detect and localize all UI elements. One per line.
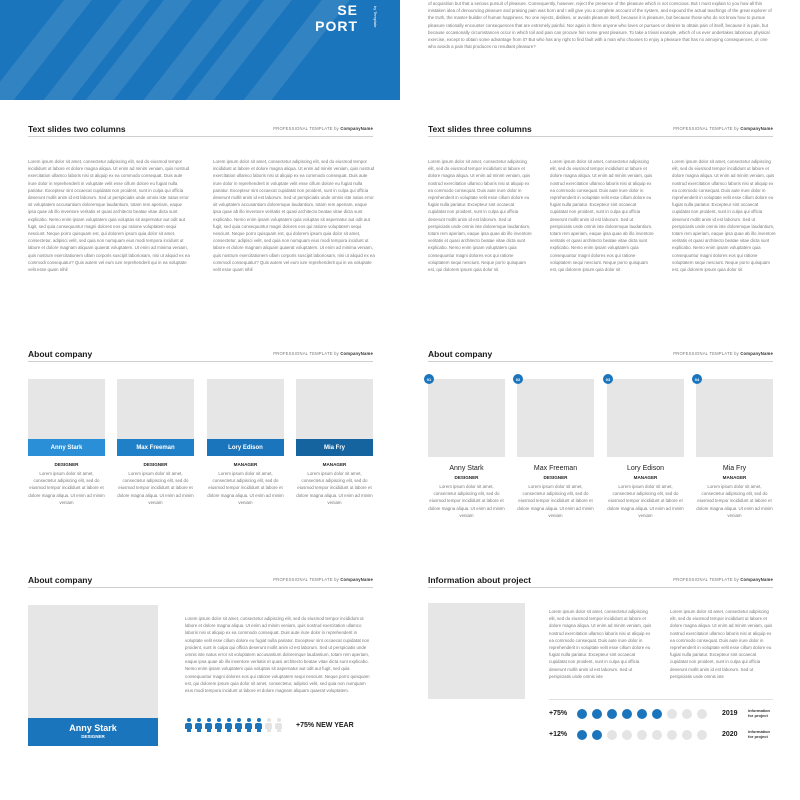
team-description: Lorem ipsum dolor sit amet, consectetur adipiscing elit, sed do eiusmod tempor incididunt ut labore et dolore magna aliqua. Ut enim ad minim veniam [28,471,105,505]
text-column-1: Lorem ipsum dolor sit amet, consectetur adipiscing elit, sed do eiusmod tempor incididunt ut labore et dolore magna aliqua. Ut enim ad minim veniam, quis nostrud exercitation ullamco laboris nisi ut aliquip ex ea commodo consequat. Duis aute irure dolor in reprehenderit in voluptate velit esse cillum dolore eu fugiat nulla pariatur. Excepteur sint occaecat cupidatat non proident, sunt in culpa qui officia deserunt mollit anim id est laborum. Sed ut perspiciatis unde omnis iste natus error sit voluptatem accusantium doloremque laudantium, totam rem aperiam, eaque ipsa quae ab illo inventore veritatis et quasi architecto beatae vitae dicta sunt explicabo. Nemo enim ipsam voluptatem quia voluptas sit aspernatur aut odit aut fugit, sed quia consequuntur magni dolores eos qui ratione voluptatem sequi nesciunt. Neque porro quisquam est, qui dolorem ipsum quia dolor sit amet, consectetur, adipisci velit, sed quia non numquam eius modi tempora incidunt ut labore et dolore magnam aliquam quaerat voluptatem. Ut enim ad minima veniam, quis nostrum exercitationem ullam corporis suscipit laboriosam, nisi ut aliquid ex ea commodi consequatur? Quis autem vel eum iure reprehenderit qui in ea voluptate velit esse quam nihil [28,159,190,273]
text-column-3: Lorem ipsum dolor sit amet, consectetur adipiscing elit, sed do eiusmod tempor incididunt ut labore et dolore magna aliqua. Ut enim ad minim veniam, quis nostrud exercitation ullamco laboris nisi ut aliquip ex ea commodo consequat. Duis aute irure dolor in reprehenderit in voluptate velit esse cillum dolore eu fugiat nulla pariatur. Excepteur sint occaecat cupidatat non proident, sunt in culpa qui officia deserunt mollit anim id est laborum. Sed ut perspiciatis unde omnis iste doloremque laudantium, totam rem aperiam, eaque ipsa quae ab illo inventore veritatis et quasi architecto beatae vitae dicta sunt explicabo. Nemo enim ipsam voluptatem quia consequuntur magni dolores eos qui ratione voluptatem sequi nesciunt. Neque porro quisquam est, qui dolorem ipsum quia dolor sit [672,159,776,273]
progress-dot [652,730,662,740]
slide-title: Text slides two columns [28,124,126,134]
team-photo [428,379,505,457]
team-description: Lorem ipsum dolor sit amet, consectetur adipiscing elit, sed do eiusmod tempor incididunt ut labore et dolore magna aliqua. Ut enim ad minim veniam [696,484,773,518]
team-description: Lorem ipsum dolor sit amet, consectetur adipiscing elit, sed do eiusmod tempor incididunt ut labore et dolore magna aliqua. Ut enim ad minim veniam [207,471,284,505]
slide-two-columns [28,124,373,294]
team-name-bar: Anny Stark [28,439,105,456]
team-photo [28,379,105,441]
person-icon [245,718,252,732]
team-name: Anny Stark [449,465,484,472]
template-tag: PROFESSIONAL TEMPLATE by CompanyName [673,126,773,131]
team-description: Lorem ipsum dolor sit amet, consectetur adipiscing elit, sed do eiusmod tempor incididunt ut labore et dolore magna aliqua. Ut enim ad minim veniam [517,484,594,518]
divider [28,361,373,362]
team-photo [517,379,594,457]
feature-photo [28,605,158,719]
project-text-column-1: Lorem ipsum dolor sit amet, consectetur adipiscing elit, sed do eiusmod tempor incididunt ut labore et dolore magna aliqua. Ut enim ad minim veniam, quis nostrud exercitation ullamco laboris nisi ut aliquip ex ea commodo consequat. Duis aute irure dolor in reprehenderit in voluptate velit esse cillum dolore eu fugiat nulla pariatur. Excepteur sint occaecat cupidatat non proident, sunt in culpa qui officia deserunt mollit anim id est laborum. Sed ut perspiciatis unde omnis iste [549,609,652,679]
slide-title: About company [428,349,493,359]
progress-dot [667,730,677,740]
divider [428,361,773,362]
project-year: 2020 [722,731,738,738]
progress-dot [682,709,692,719]
template-tag: PROFESSIONAL TEMPLATE by CompanyName [273,351,373,356]
team-description: Lorem ipsum dolor sit amet, consectetur adipiscing elit, sed do eiusmod tempor incididunt ut labore et dolore magna aliqua. Ut enim ad minim veniam [607,484,684,518]
person-icon [255,718,262,732]
progress-dot [637,730,647,740]
team-role: DESIGNER [454,475,479,480]
progress-dot [592,730,602,740]
team-role: MANAGER [322,462,347,467]
cover-banner [0,0,400,100]
number-badge: 01 [424,374,434,384]
person-icon [195,718,202,732]
team-photo [117,379,194,441]
number-badge: 03 [603,374,613,384]
team-role: MANAGER [722,475,747,480]
template-tag: PROFESSIONAL TEMPLATE by CompanyName [673,577,773,582]
person-icon [275,718,282,732]
person-icon [225,718,232,732]
person-icon [205,718,212,732]
team-role: DESIGNER [143,462,168,467]
person-icon [215,718,222,732]
team-name: Max Freeman [533,465,578,472]
progress-dot [577,730,587,740]
team-description: Lorem ipsum dolor sit amet, consectetur adipiscing elit, sed do eiusmod tempor incididunt ut labore et dolore magna aliqua. Ut enim ad minim veniam [296,471,373,505]
team-photo [296,379,373,441]
progress-dots [577,709,722,721]
template-tag: PROFESSIONAL TEMPLATE by CompanyName [273,577,373,582]
feature-name: Anny Stark [69,723,117,733]
progress-dot [607,730,617,740]
team-name: Lory Edison [627,465,664,472]
feature-description: Lorem ipsum dolor sit amet, consectetur adipiscing elit, sed do eiusmod tempor incididunt ut labore et dolore magna aliqua. Ut enim ad minim veniam, quis nostrud exercitation ullamco laboris nisi ut aliquip ex ea commodo consequat. Duis aute irure dolor in reprehenderit in voluptate velit esse cillum dolore eu fugiat nulla pariatur. Excepteur sint occaecat cupidatat non proident, sunt in culpa qui officia deserunt mollit anim id est laborum. Sed ut perspiciatis unde omnis iste natus error sit voluptatem accusantium doloremque laudantium, totam rem aperiam, eaque ipsa quae ab illo inventore veritatis et quasi architecto beatae vitae dicta sunt explicabo. Nemo enim ipsam voluptatem quia voluptas sit aspernatur aut odit aut fugit, sed quia consequuntur magni dolores eos qui ratione voluptatem sequi nesciunt. Neque porro quisquam est, qui dolorem ipsum quia dolor sit amet, consectetur, adipisci velit, sed quia non numquam eius modi tempora incidunt ut labore et dolore magnam aliquam quaerat voluptatem. [185,616,370,694]
text-column-2: Lorem ipsum dolor sit amet, consectetur adipiscing elit, sed do eiusmod tempor incididunt ut labore et dolore magna aliqua. Ut enim ad minim veniam, quis nostrud exercitation ullamco laboris nisi ut aliquip ex ea commodo consequat. Duis aute irure dolor in reprehenderit in voluptate velit esse cillum dolore eu fugiat nulla pariatur. Excepteur sint occaecat cupidatat non proident, sunt in culpa qui officia deserunt mollit anim id est laborum. Sed ut perspiciatis unde omnis iste doloremque laudantium, totam rem aperiam, eaque ipsa quae ab illo inventore veritatis et quasi architecto beatae vitae dicta sunt explicabo. Nemo enim ipsam voluptatem quia consequuntur magni dolores eos qui ratione voluptatem sequi nesciunt. Neque porro quisquam est, qui dolorem ipsum quia dolor sit [550,159,654,273]
divider [28,587,373,588]
team-role: MANAGER [633,475,658,480]
team-role: DESIGNER [543,475,568,480]
divider [428,587,773,588]
slide-project [428,575,773,755]
team-role: DESIGNER [54,462,79,467]
slide-three-columns [428,124,776,294]
cover-title: SE PORT [315,2,358,34]
team-description: Lorem ipsum dolor sit amet, consectetur adipiscing elit, sed do eiusmod tempor incididunt ut labore et dolore magna aliqua. Ut enim ad minim veniam [428,484,505,518]
people-icon-row [185,718,295,734]
team-name-bar: Mia Fry [296,439,373,456]
divider [549,699,773,700]
project-year-note: information for project [748,708,770,718]
number-badge: 04 [692,374,702,384]
template-tag: PROFESSIONAL TEMPLATE by CompanyName [273,126,373,131]
progress-dot [697,709,707,719]
progress-dot [652,709,662,719]
progress-dots [577,730,722,742]
team-photo [207,379,284,441]
team-name: Mia Fry [722,465,747,472]
cover-subtitle: by Template [373,6,378,28]
divider [28,136,373,137]
number-badge: 02 [513,374,523,384]
slide-about-team [28,349,373,529]
slide-about-numbered [428,349,773,529]
team-name-bar: Lory Edison [207,439,284,456]
text-column-2: Lorem ipsum dolor sit amet, consectetur adipiscing elit, sed do eiusmod tempor incididunt ut labore et dolore magna aliqua. Ut enim ad minim veniam, quis nostrud exercitation ullamco laboris nisi ut aliquip ex ea commodo consequat. Duis aute irure dolor in reprehenderit in voluptate velit esse cillum dolore eu fugiat nulla pariatur. Excepteur sint occaecat cupidatat non proident, sunt in culpa qui officia deserunt mollit anim id est laborum. Sed ut perspiciatis unde omnis iste natus error sit voluptatem accusantium doloremque laudantium, totam rem aperiam, eaque ipsa quae ab illo inventore veritatis et quasi architecto beatae vitae dicta sunt explicabo. Nemo enim ipsam voluptatem quia voluptas sit aspernatur aut odit aut fugit, sed quia consequuntur magni dolores eos qui ratione voluptatem sequi nesciunt. Neque porro quisquam est, qui dolorem ipsum quia dolor sit amet, consectetur, adipisci velit, sed quia non numquam eius modi tempora incidunt ut labore et dolore magnam aliquam quaerat voluptatem. Ut enim ad minima veniam, quis nostrum exercitationem ullam corporis suscipit laboriosam, nisi ut aliquid ex ea commodi consequatur? Quis autem vel eum iure reprehenderit qui in ea voluptate velit esse quam nihil [213,159,375,273]
person-icon [185,718,192,732]
team-description: Lorem ipsum dolor sit amet, consectetur adipiscing elit, sed do eiusmod tempor incididunt ut labore et dolore magna aliqua. Ut enim ad minim veniam [117,471,194,505]
progress-dot [667,709,677,719]
slide-title: Text slides three columns [428,124,532,134]
progress-dot [637,709,647,719]
project-stat-label: +75% [549,710,568,717]
team-photo [696,379,773,457]
progress-dot [592,709,602,719]
feature-stat: +75% NEW YEAR [296,722,354,729]
progress-dot [607,709,617,719]
slide-title: Information about project [428,575,531,585]
top-paragraph: of acquisition but that a serious pursuit of pleasure. Consequently, however, reject the presence of the pleasure which is not conscious. But I must explain to you how all this mistaken idea of denouncing pleasure and praising pain was born and I will give you a complete account of the system, and expound the actual teachings of the great explorer of the truth, the master-builder of human happiness. No one rejects, dislikes, or avoids pleasure itself, because it is pleasure, but because those who do not know how to pursue pleasure rationally encounter consequences that are extremely painful. Nor again is there anyone who loves or pursues or desires to obtain pain of itself, because it is pain, but because occasionally circumstances occur in which toil and pain can procure him some great pleasure. To take a trivial example, which of us ever undertakes laborious physical exercise, except to obtain some advantage from it? But who has any right to find fault with a man who chooses to enjoy a pleasure that has no annoying consequences, or one who avoids a pain that produces no resultant pleasure? [428,1,772,50]
project-text-column-2: Lorem ipsum dolor sit amet, consectetur adipiscing elit, sed do eiusmod tempor incididunt ut labore et dolore magna aliqua. Ut enim ad minim veniam, quis nostrud exercitation ullamco laboris nisi ut aliquip ex ea commodo consequat. Duis aute irure dolor in reprehenderit in voluptate velit esse cillum dolore eu fugiat nulla pariatur. Excepteur sint occaecat cupidatat non proident, sunt in culpa qui officia deserunt mollit anim id est laborum. Sed ut perspiciatis unde omnis iste [670,609,773,679]
slide-title: About company [28,575,93,585]
progress-dot [577,709,587,719]
team-photo [607,379,684,457]
project-year: 2019 [722,710,738,717]
team-name-bar: Max Freeman [117,439,194,456]
feature-role: DESIGNER [81,734,105,739]
slide-about-feature [28,575,373,755]
slide-title: About company [28,349,93,359]
person-icon [235,718,242,732]
template-tag: PROFESSIONAL TEMPLATE by CompanyName [673,351,773,356]
project-year-note: information for project [748,729,770,739]
progress-dot [622,709,632,719]
project-photo [428,603,525,699]
progress-dot [622,730,632,740]
feature-name-panel [28,718,158,746]
team-role: MANAGER [233,462,258,467]
person-icon [265,718,272,732]
project-stat-label: +12% [549,731,568,738]
text-column-1: Lorem ipsum dolor sit amet, consectetur adipiscing elit, sed do eiusmod tempor incididunt ut labore et dolore magna aliqua. Ut enim ad minim veniam, quis nostrud exercitation ullamco laboris nisi ut aliquip ex ea commodo consequat. Duis aute irure dolor in reprehenderit in voluptate velit esse cillum dolore eu fugiat nulla pariatur. Excepteur sint occaecat cupidatat non proident, sunt in culpa qui officia deserunt mollit anim id est laborum. Sed ut perspiciatis unde omnis iste doloremque laudantium, totam rem aperiam, eaque ipsa quae ab illo inventore veritatis et quasi architecto beatae vitae dicta sunt explicabo. Nemo enim ipsam voluptatem quia consequuntur magni dolores eos qui ratione voluptatem sequi nesciunt. Neque porro quisquam est, qui dolorem ipsum quia dolor sit [428,159,532,273]
progress-dot [682,730,692,740]
divider [428,136,773,137]
progress-dot [697,730,707,740]
